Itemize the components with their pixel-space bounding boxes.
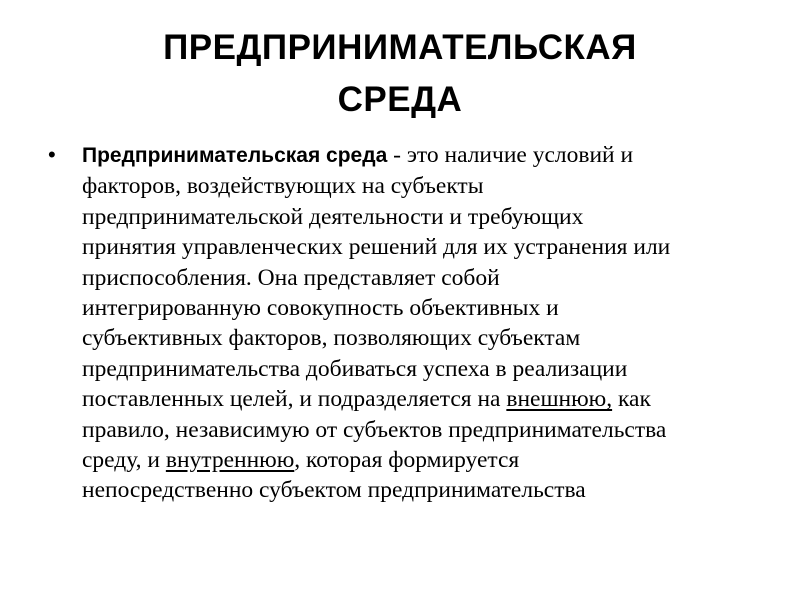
bullet-text bbox=[82, 140, 768, 506]
text-line-11 bbox=[82, 445, 768, 475]
text-line-9 bbox=[82, 384, 768, 414]
underlined-term-external: внешнюю, bbox=[506, 386, 613, 413]
text-segment: как bbox=[612, 386, 651, 413]
text-segment: - это наличие условий и bbox=[387, 142, 634, 168]
underlined-term-internal: внутреннюю bbox=[165, 447, 295, 474]
text-line-6: интегрированную совокупность объективных и bbox=[82, 295, 559, 322]
text-line-1 bbox=[82, 140, 768, 171]
title-line-2: СРЕДА bbox=[337, 80, 463, 119]
text-line-2: факторов, воздействующих на субъекты bbox=[82, 173, 484, 200]
title-line-1: ПРЕДПРИНИМАТЕЛЬСКАЯ bbox=[163, 28, 637, 67]
defined-term: Предпринимательская среда bbox=[82, 144, 388, 167]
text-line-12: непосредственно субъектом предпринимательства bbox=[82, 477, 586, 504]
text-segment: , которая формируется bbox=[294, 447, 520, 474]
text-segment: поставленных целей, и подразделяется на bbox=[82, 386, 507, 413]
text-line-8: предпринимательства добиваться успеха в реализации bbox=[82, 355, 628, 382]
bullet-marker: • bbox=[48, 142, 56, 167]
text-line-7: субъективных факторов, позволяющих субъектам bbox=[82, 325, 581, 352]
text-line-4: принятия управленческих решений для их устранения или bbox=[82, 234, 671, 261]
text-line-10: правило, независимую от субъектов предпринимательства bbox=[82, 416, 667, 443]
slide-title bbox=[40, 22, 760, 126]
text-line-3: предпринимательской деятельности и требующих bbox=[82, 203, 584, 230]
text-segment: среду, и bbox=[82, 447, 166, 474]
text-line-5: приспособления. Она представляет собой bbox=[82, 264, 500, 291]
bullet-item bbox=[48, 140, 768, 506]
